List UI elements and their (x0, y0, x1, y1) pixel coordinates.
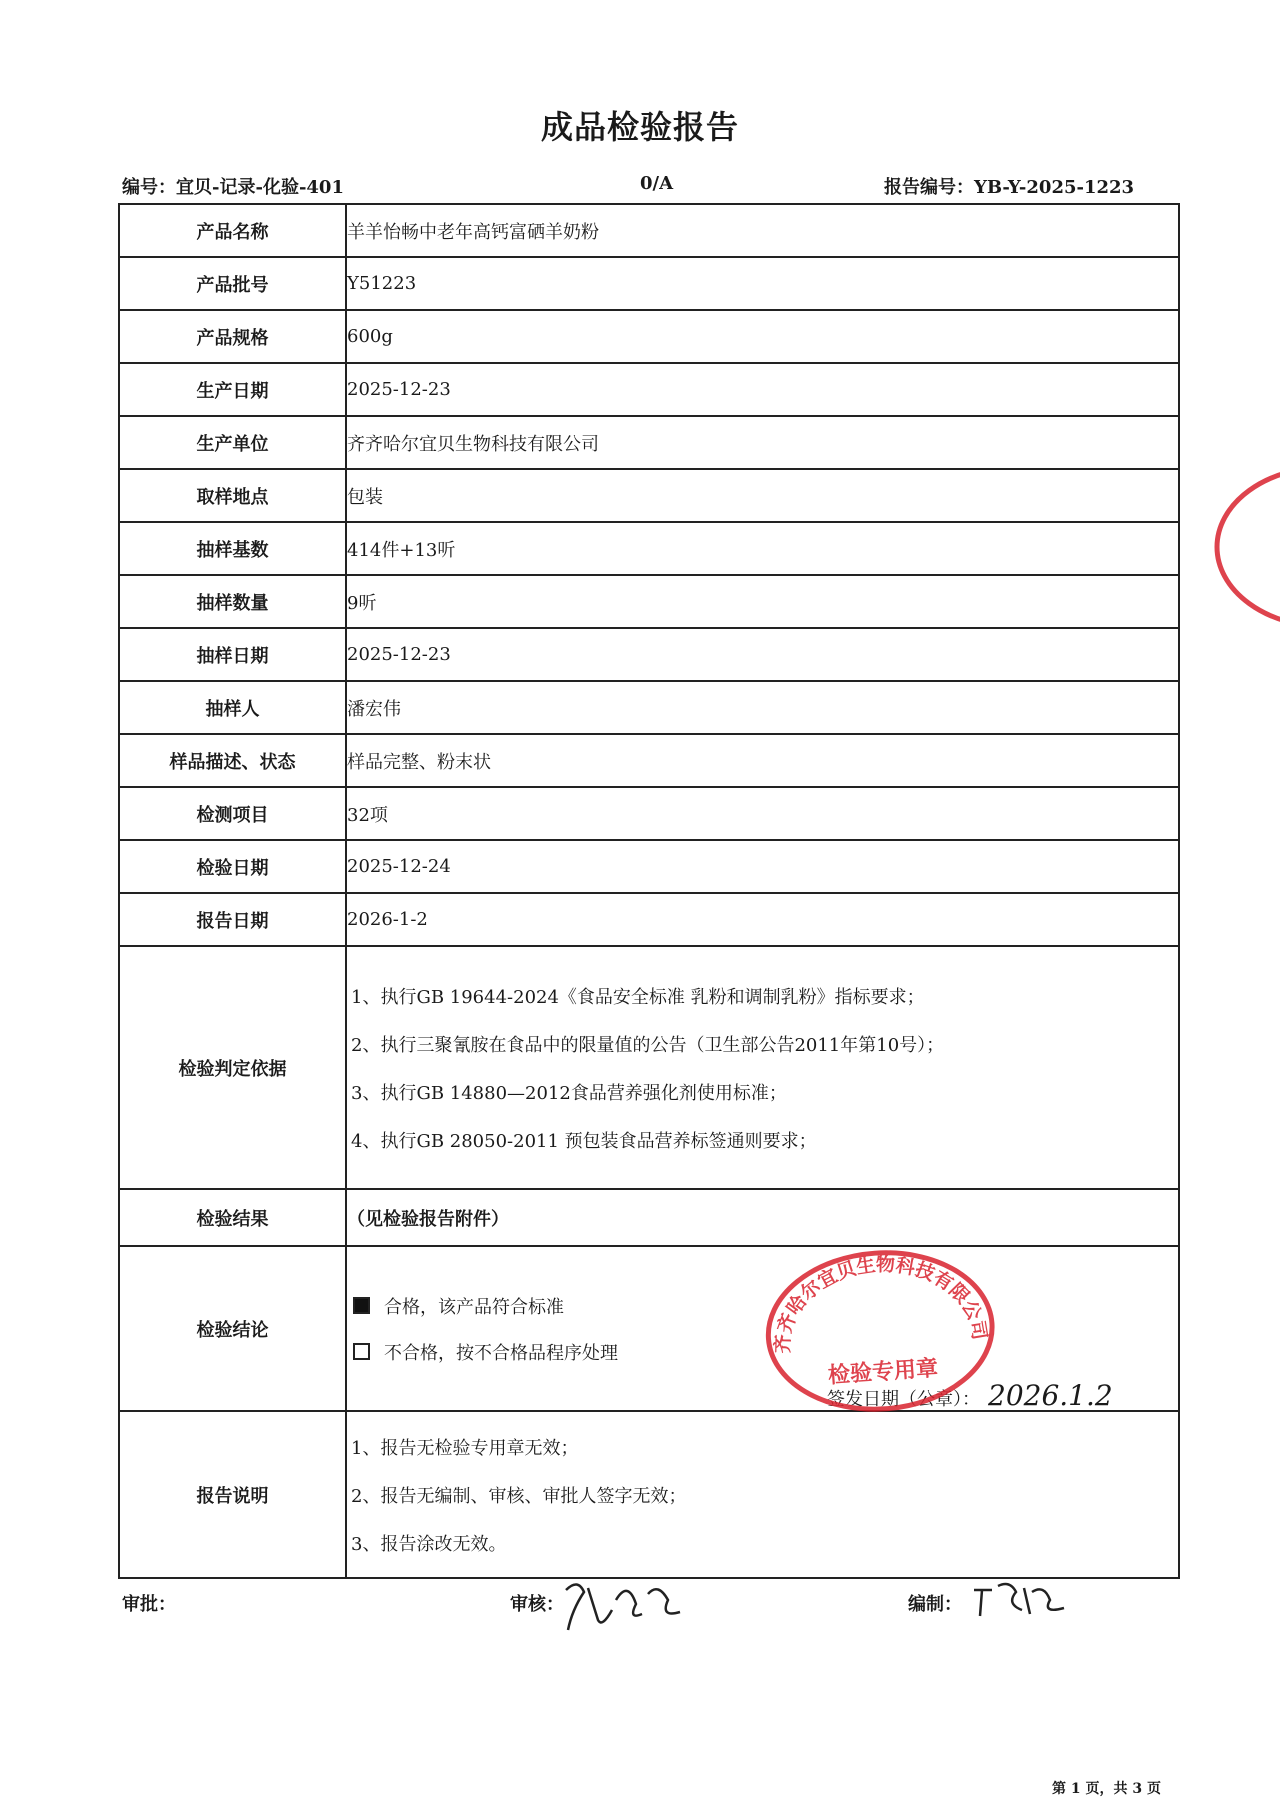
row-sampling-location: 取样地点 包装 (119, 469, 1179, 522)
basis-item: 4、执行GB 28050-2011 预包装食品营养标签通则要求； (351, 1130, 817, 1152)
basis-list (346, 946, 1179, 1189)
row-batch: 产品批号 Y51223 (119, 257, 1179, 310)
report-title: 成品检验报告 (540, 108, 739, 146)
row-manufacturer: 生产单位 齐齐哈尔宜贝生物科技有限公司 (119, 416, 1179, 469)
note-item: 3、报告涂改无效。 (351, 1533, 507, 1555)
edge-seal (1207, 462, 1280, 632)
row-sampler: 抽样人 潘宏伟 (119, 681, 1179, 734)
fail-option-label: 不合格，按不合格品程序处理 (384, 1342, 618, 1364)
notes-list (346, 1411, 1179, 1578)
review-label: 审核： (510, 1594, 564, 1615)
sign-date-label: 签发日期（公章）： (827, 1389, 980, 1410)
reviewer-signature (558, 1570, 698, 1640)
fail-option (347, 1329, 1178, 1375)
basis-item: 3、执行GB 14880—2012食品营养强化剂使用标准； (351, 1082, 787, 1104)
doc-number: 编号：宜贝-记录-化验-401 (122, 177, 344, 198)
note-item: 2、报告无编制、审核、审批人签字无效； (351, 1485, 687, 1507)
version: 0/A (640, 173, 674, 194)
pass-option-label: 合格，该产品符合标准 (384, 1296, 564, 1318)
result-value: （见检验报告附件） (346, 1189, 1179, 1246)
row-result: 检验结果 （见检验报告附件） (119, 1189, 1179, 1246)
row-sampling-base: 抽样基数 414件+13听 (119, 522, 1179, 575)
sign-date (827, 1379, 1113, 1412)
conclusion-options (346, 1246, 1179, 1411)
row-report-date: 报告日期 2026-1-2 (119, 893, 1179, 946)
pass-option (347, 1283, 1178, 1329)
seal-top-text: 齐齐哈尔宜贝生物科技有限公司 (771, 1253, 991, 1354)
row-sample-description: 样品描述、状态 样品完整、粉末状 (119, 734, 1179, 787)
approve-label: 审批： (122, 1594, 176, 1615)
note-item: 1、报告无检验专用章无效； (351, 1437, 579, 1459)
row-basis: 检验判定依据 1、执行GB 19644-2024《食品安全标准 乳粉和调制乳粉》指标要求； 2、执行三聚氰胺在食品中的限量值的公告（卫生部公告2011年第10号）； 3、执行GB 14880—2012食品营养强化剂使用标准； 4、执行GB 28050-2011 预包装食品营养标签通则要求； (119, 946, 1179, 1189)
page-number: 第 1 页，共 3 页 (1052, 1781, 1161, 1797)
checked-box-icon (353, 1297, 370, 1314)
basis-item: 2、执行三聚氰胺在食品中的限量值的公告（卫生部公告2011年第10号）； (351, 1034, 945, 1056)
unchecked-box-icon (353, 1343, 370, 1360)
row-conclusion: 检验结论 合格，该产品符合标准 不合格，按不合格品程序处理 签发日期（公章）： 2026.1.2 (119, 1246, 1179, 1411)
row-spec: 产品规格 600g (119, 310, 1179, 363)
basis-item: 1、执行GB 19644-2024《食品安全标准 乳粉和调制乳粉》指标要求； (351, 986, 925, 1008)
prepare-label: 编制： (908, 1594, 962, 1615)
row-notes: 报告说明 1、报告无检验专用章无效； 2、报告无编制、审核、审批人签字无效； 3、报告涂改无效。 (119, 1411, 1179, 1578)
row-production-date: 生产日期 2025-12-23 (119, 363, 1179, 416)
row-test-items: 检测项目 32项 (119, 787, 1179, 840)
row-sampling-quantity: 抽样数量 9听 (119, 575, 1179, 628)
row-test-date: 检验日期 2025-12-24 (119, 840, 1179, 893)
seal-center-text: 检验专用章 (827, 1356, 939, 1389)
row-product-name: 产品名称 羊羊怡畅中老年高钙富硒羊奶粉 (119, 204, 1179, 257)
report-number: 报告编号：YB-Y-2025-1223 (884, 177, 1135, 198)
report-table (118, 203, 1180, 1579)
sign-date-handwritten: 2026.1.2 (988, 1379, 1113, 1412)
row-sampling-date: 抽样日期 2025-12-23 (119, 628, 1179, 681)
preparer-signature (970, 1570, 1070, 1630)
